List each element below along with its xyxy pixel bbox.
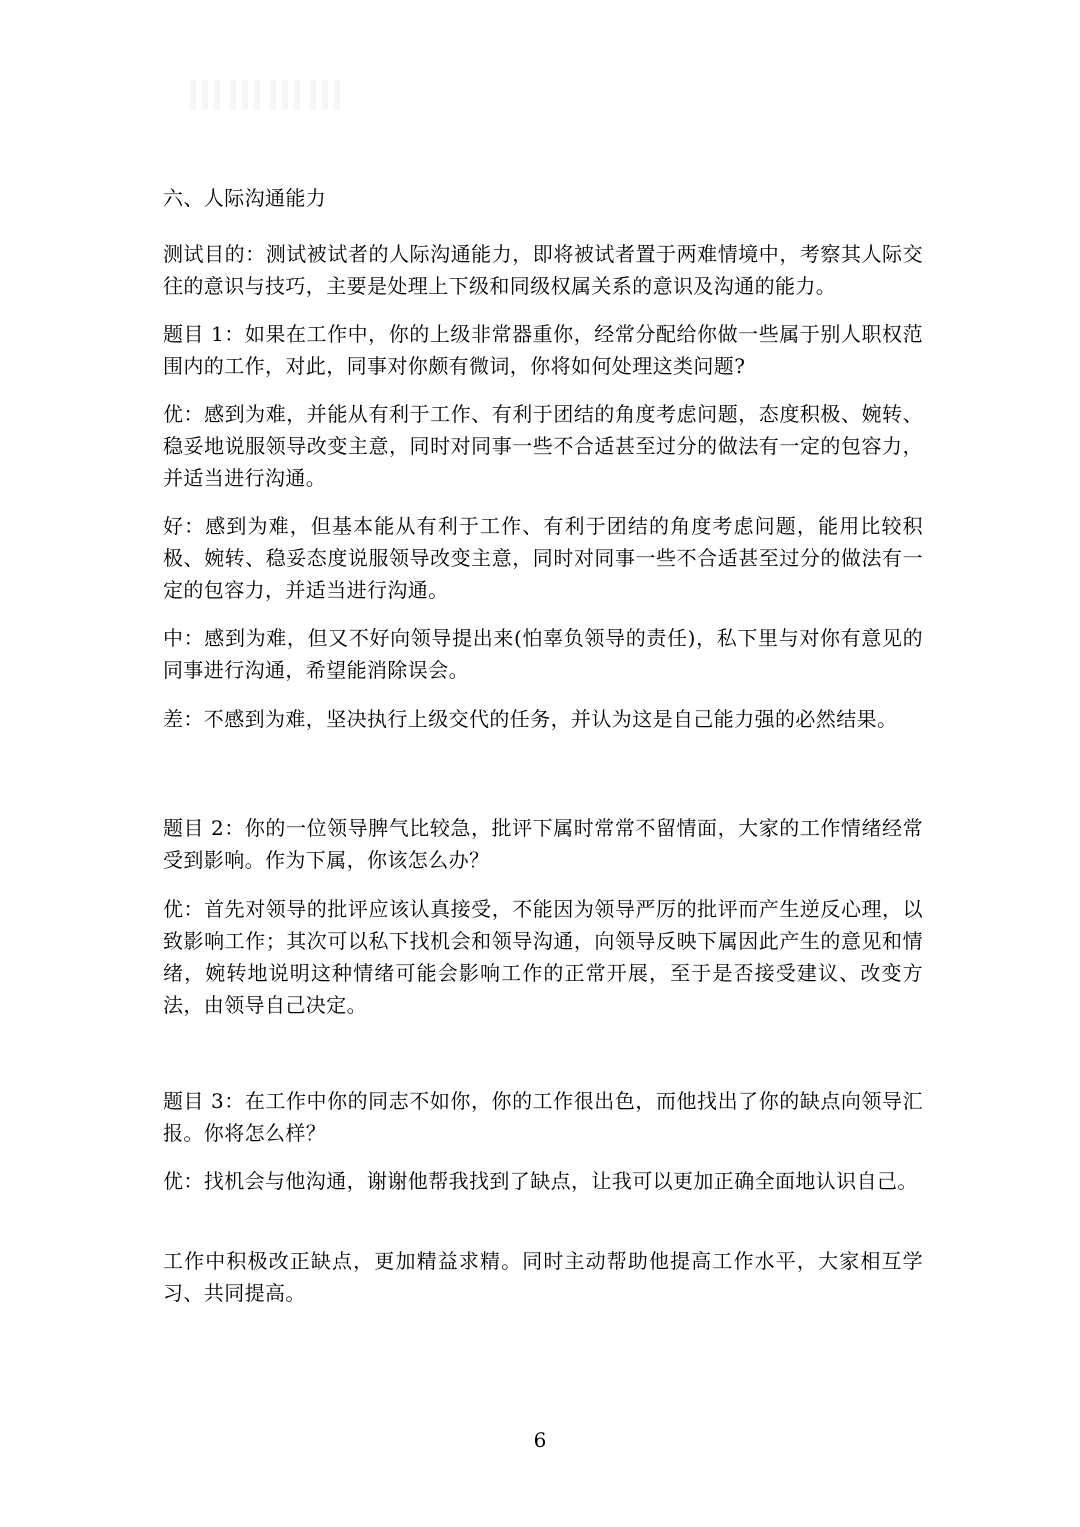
question-2: 题目 2：你的一位领导脾气比较急，批评下属时常常不留情面，大家的工作情绪经常受到影响。作为下属，你该怎么办？ bbox=[163, 816, 923, 872]
page-number: 6 bbox=[533, 1428, 547, 1452]
question-3-excellent: 优：找机会与他沟通，谢谢他帮我找到了缺点，让我可以更加正确全面地认识自己。 bbox=[163, 1169, 918, 1193]
faded-header-watermark bbox=[190, 80, 380, 114]
question-3: 题目 3：在工作中你的同志不如你，你的工作很出色，而他找出了你的缺点向领导汇报。你将怎么样？ bbox=[163, 1089, 923, 1145]
question-1-medium: 中：感到为难，但又不好向领导提出来(怕辜负领导的责任)，私下里与对你有意见的同事进行沟通，希望能消除误会。 bbox=[163, 626, 923, 682]
question-2-excellent: 优：首先对领导的批评应该认真接受，不能因为领导严厉的批评而产生逆反心理，以致影响工作；其次可以私下找机会和领导沟通，向领导反映下属因此产生的意见和情绪，婉转地说明这种情绪可能会影响工作的正常开展，至于是否接受建议、改变方法，由领导自己决定。 bbox=[163, 897, 923, 1017]
question-1: 题目 1：如果在工作中，你的上级非常器重你，经常分配给你做一些属于别人职权范围内的工作，对此，同事对你颇有微词，你将如何处理这类问题? bbox=[163, 322, 923, 378]
section-title: 六、人际沟通能力 bbox=[163, 186, 327, 210]
test-purpose-paragraph: 测试目的：测试被试者的人际沟通能力，即将被试者置于两难情境中，考察其人际交往的意识与技巧，主要是处理上下级和同级权属关系的意识及沟通的能力。 bbox=[163, 242, 923, 298]
question-1-poor: 差：不感到为难，坚决执行上级交代的任务，并认为这是自己能力强的必然结果。 bbox=[163, 707, 898, 731]
question-1-good: 好：感到为难，但基本能从有利于工作、有利于团结的角度考虑问题，能用比较积极、婉转、稳妥态度说服领导改变主意，同时对同事一些不合适甚至过分的做法有一定的包容力，并适当进行沟通。 bbox=[163, 514, 923, 602]
question-1-excellent: 优：感到为难，并能从有利于工作、有利于团结的角度考虑问题，态度积极、婉转、稳妥地说服领导改变主意，同时对同事一些不合适甚至过分的做法有一定的包容力，并适当进行沟通。 bbox=[163, 402, 923, 490]
question-3-continued: 工作中积极改正缺点，更加精益求精。同时主动帮助他提高工作水平，大家相互学习、共同提高。 bbox=[163, 1249, 923, 1305]
